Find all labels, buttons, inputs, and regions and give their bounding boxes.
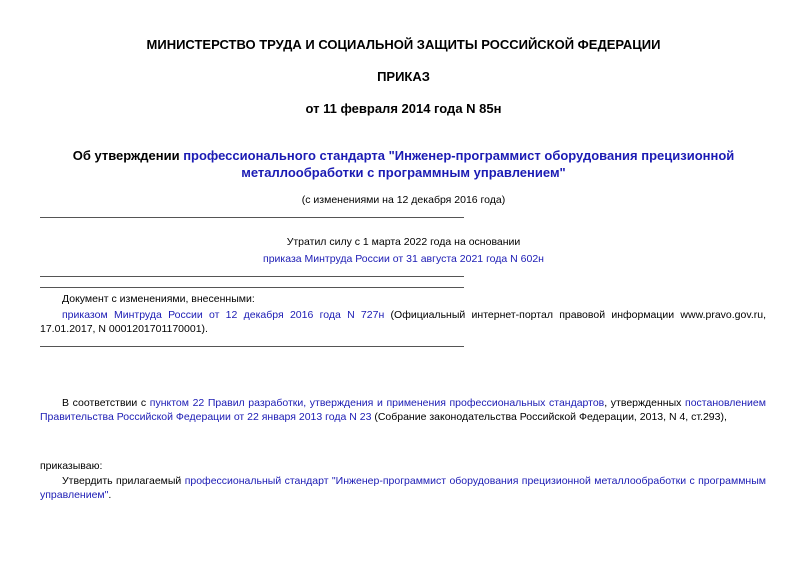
divider — [40, 346, 464, 347]
date-number: от 11 февраля 2014 года N 85н — [305, 101, 502, 116]
changes-paragraph — [40, 308, 766, 336]
title-prefix: Об утверждении — [72, 148, 184, 163]
invalid-order-link-line — [0, 253, 807, 265]
title-standard-link-cont[interactable]: металлообработки с программным управлением" — [241, 165, 566, 180]
approve-paragraph: Утвердить прилагаемый профессиональный стандарт "Инженер-программист оборудования прецизионной металлообработки с программным управлением". — [40, 475, 766, 501]
ministry-heading: МИНИСТЕРСТВО ТРУДА И СОЦИАЛЬНОЙ ЗАЩИТЫ РОССИЙСКОЙ ФЕДЕРАЦИИ — [146, 37, 661, 52]
document-title — [0, 147, 807, 181]
preamble-paragraph: В соответствии с пунктом 22 Правил разработки, утверждения и применения профессиональных стандартов, утвержденных постановлением Правительства Российской Федерации от 22 января 2013 года N 23 (Собрание законодательства Российской Федерации, 2013, N 4, ст.293), — [40, 397, 766, 423]
title-standard-link[interactable]: профессионального стандарта "Инженер-программист оборудования прецизионной — [183, 148, 735, 163]
invalid-notice: Утратил силу с 1 марта 2022 года на основании — [286, 236, 521, 248]
amendments-note: (с изменениями на 12 декабря 2016 года) — [301, 194, 506, 206]
invalid-order-link[interactable]: приказа Минтруда России от 31 августа 2021 года N 602н — [263, 253, 544, 265]
changes-source: (Официальный интернет-портал правовой информации www.pravo.gov.ru, 17.01.2017, N 0001201701170001). — [40, 309, 767, 335]
changes-intro: Документ с изменениями, внесенными: — [62, 293, 255, 305]
divider — [40, 276, 464, 277]
rules-point-22-link[interactable]: пунктом 22 Правил разработки, утверждения и применения профессиональных стандартов — [149, 397, 605, 409]
professional-standard-link[interactable]: профессиональный стандарт "Инженер-программист оборудования прецизионной металлообработки с программным управлением" — [40, 475, 766, 501]
document-type: ПРИКАЗ — [377, 69, 430, 84]
divider — [40, 287, 464, 288]
government-decree-link[interactable]: постановлением Правительства Российской Федерации от 22 января 2013 года N 23 — [40, 397, 766, 423]
divider — [40, 217, 464, 218]
changes-order-link[interactable]: приказом Минтруда России от 12 декабря 2016 года N 727н — [62, 309, 385, 321]
order-word: приказываю: — [40, 460, 103, 472]
